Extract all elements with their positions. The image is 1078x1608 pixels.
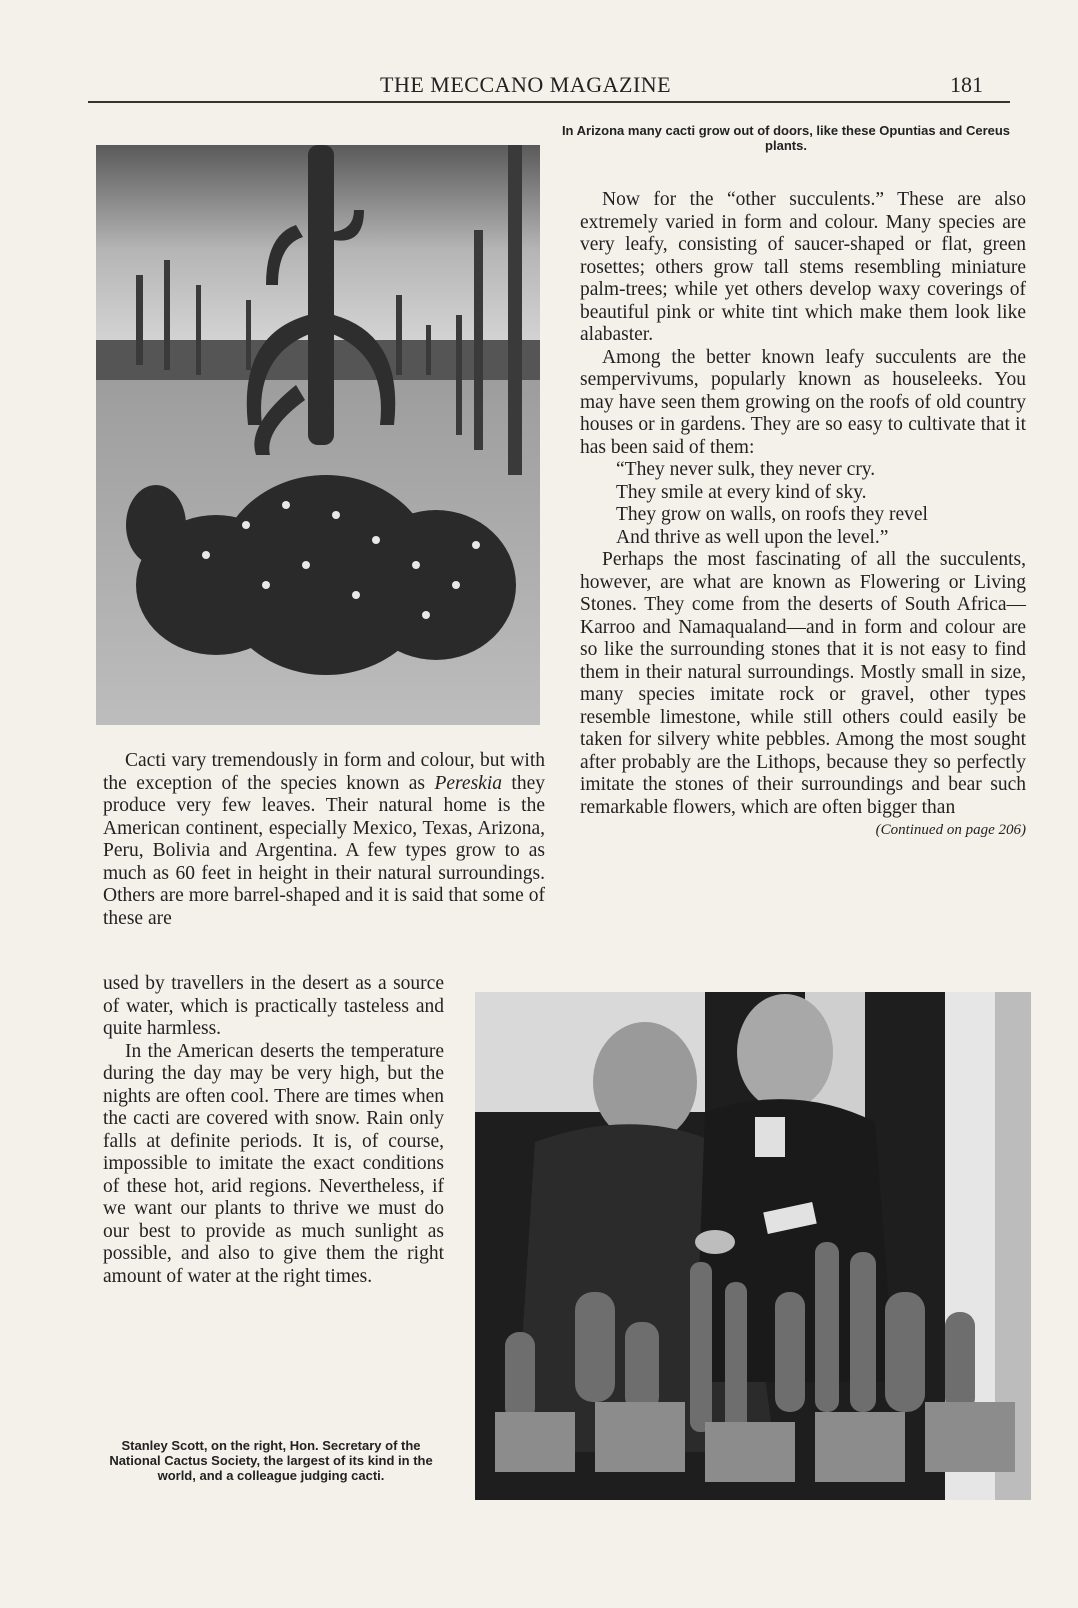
left-column-text (103, 750, 545, 930)
continued-note: (Continued on page 206) (875, 822, 1026, 838)
judging-cacti-photo (475, 992, 1031, 1500)
species-name: Pereskia (434, 772, 502, 794)
paragraph-living-stones (580, 549, 1026, 838)
poem-line: They smile at every kind of sky. (616, 481, 867, 503)
text-run: Cacti vary tremendously in form and colour, but with the exception of the species known as (103, 750, 545, 794)
text-run: they produce very few leaves. Their natural home is the American continent, especially Mexico, Texas, Arizona, Peru, Bolivia and Argentina. A few types grow to as much as 60 feet in height in their natural surroundings. Others are more barrel-shaped and it is said that some of these are (103, 772, 546, 929)
header-rule (88, 101, 1010, 103)
paragraph-other-succulents: Now for the “other succulents.” These are also extremely varied in form and colour. Many species are very leafy, consisting of saucer-shaped or flat, green rosettes; others grow tall stems resembling miniature palm-trees; while yet others develop waxy coverings of beautiful pink or white tint which make them look like alabaster. (580, 189, 1026, 345)
page-number: 181 (950, 72, 983, 97)
desert-cacti-photo (96, 145, 540, 725)
poem-line: And thrive as well upon the level.” (616, 526, 889, 548)
left-column-narrow-text (103, 973, 444, 1288)
living-stones-text: Perhaps the most fascinating of all the succulents, however, are what are known as Flowering or Living Stones. They come from the deserts of South Africa—Karroo and Namaqualand—and in form and colour are so like the surrounding stones that it is not easy to find them in their natural surroundings. Mostly small in size, many species imitate rock or gravel, other types resemble limestone, while still others could easily be taken for silvery white pebbles. Among the most sought after probably are the Lithops, because they so perfectly imitate the stones of their surroundings and bear such remarkable flowers, which are often bigger than (580, 549, 1026, 818)
poem-line: “They never sulk, they never cry. (616, 459, 876, 480)
paragraph-cacti-vary (103, 750, 545, 930)
paragraph-houseleeks: Among the better known leafy succulents are the sempervivums, popularly known as houseleeks. You may have seen them growing on the roofs of old country houses or in gardens. They are so easy to cultivate that it has been said of them: (580, 346, 1026, 458)
page-header-title: THE MECCANO MAGAZINE (380, 72, 672, 97)
photo-caption-bottom: Stanley Scott, on the right, Hon. Secretary of the National Cactus Society, the largest of its kind in the world, and a colleague judging cacti. (109, 1438, 433, 1483)
poem-line: They grow on walls, on roofs they revel (616, 504, 928, 525)
poem (580, 459, 1026, 549)
photo-caption-top: In Arizona many cacti grow out of doors, like these Opuntias and Cereus plants. (561, 123, 1011, 153)
right-column-text (580, 189, 1026, 842)
paragraph-cacti-vary-continued: used by travellers in the desert as a source of water, which is practically tasteless and quite harmless. (103, 973, 444, 1039)
paragraph-american-deserts: In the American deserts the temperature during the day may be very high, but the nights are often cool. There are times when the cacti are covered with snow. Rain only falls at definite periods. It is, of course, impossible to imitate the exact conditions of these hot, arid regions. Nevertheless, if we want our plants to thrive we must do our best to provide as much sunlight as possible, and also to give them the right amount of water at the right times. (103, 1040, 444, 1287)
